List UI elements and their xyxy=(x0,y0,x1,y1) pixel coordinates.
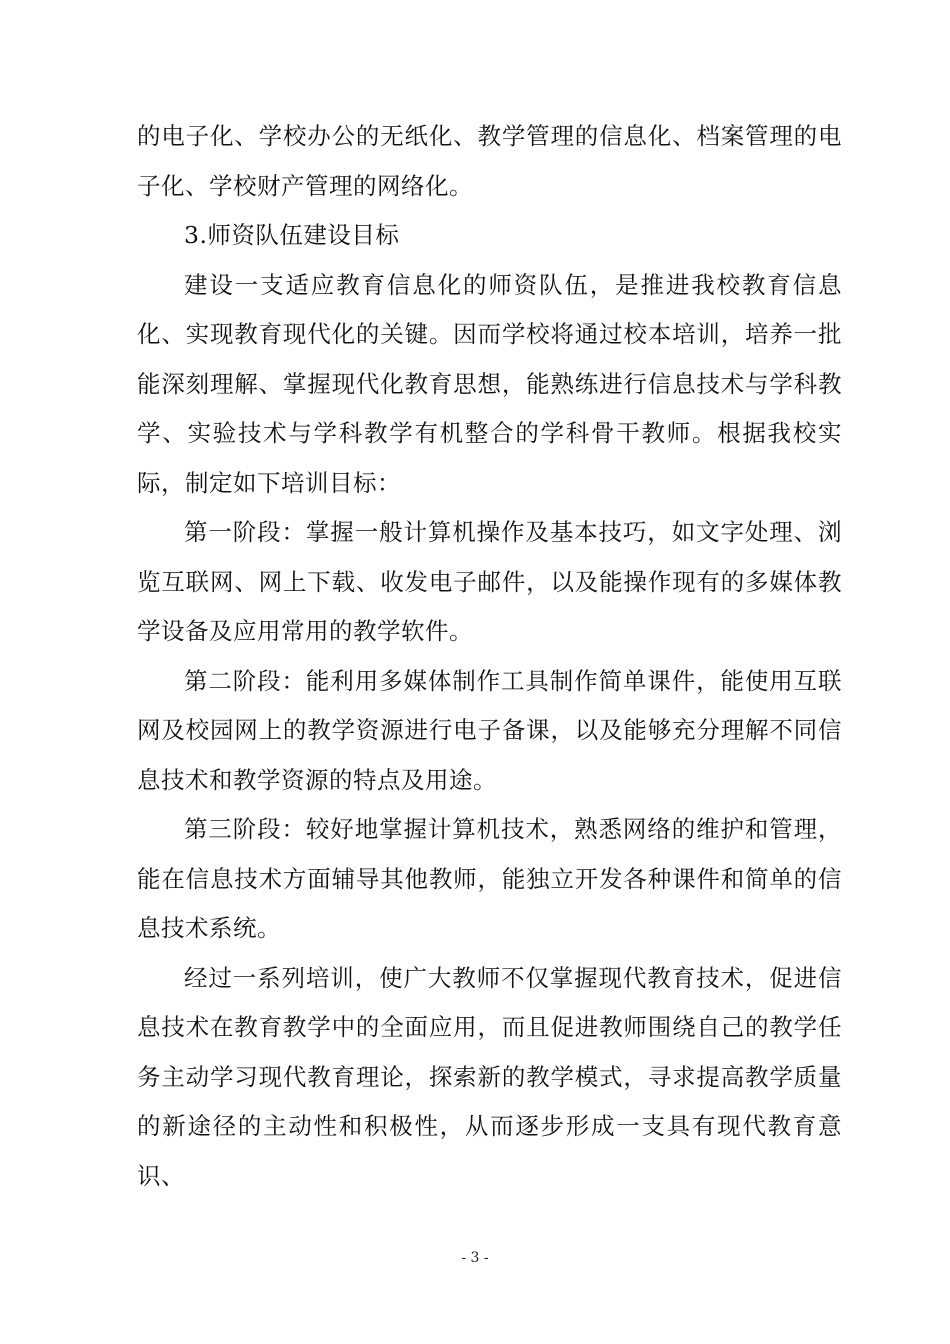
paragraph-goals-intro: 建设一支适应教育信息化的师资队伍，是推进我校教育信息化、实现教育现代化的关键。因而学校将通过校本培训，培养一批能深刻理解、掌握现代化教育思想，能熟练进行信息技术与学科教学、实验技术与学科教学有机整合的学科骨干教师。根据我校实际，制定如下培训目标： xyxy=(137,270,842,497)
page-number: - 3 - xyxy=(461,1250,489,1266)
paragraph-stage-two: 第二阶段：能利用多媒体制作工具制作简单课件，能使用互联网及校园网上的教学资源进行电子备课，以及能够充分理解不同信息技术和教学资源的特点及用途。 xyxy=(137,666,842,794)
body-text xyxy=(137,112,842,1201)
paragraph-continuation: 的电子化、学校办公的无纸化、教学管理的信息化、档案管理的电子化、学校财产管理的网络化。 xyxy=(137,122,842,200)
paragraph-stage-one: 第一阶段：掌握一般计算机操作及基本技巧，如文字处理、浏览互联网、网上下载、收发电子邮件，以及能操作现有的多媒体教学设备及应用常用的教学软件。 xyxy=(137,518,842,645)
section-heading: 3.师资队伍建设目标 xyxy=(184,221,400,249)
paragraph-summary: 经过一系列培训，使广大教师不仅掌握现代教育技术，促进信息技术在教育教学中的全面应用，而且促进教师围绕自己的教学任务主动学习现代教育理论，探索新的教学模式，寻求提高教学质量的新途径的主动性和积极性，从而逐步形成一支具有现代教育意识、 xyxy=(137,963,842,1190)
paragraph-stage-three: 第三阶段：较好地掌握计算机技术，熟悉网络的维护和管理，能在信息技术方面辅导其他教师，能独立开发各种课件和简单的信息技术系统。 xyxy=(137,815,842,942)
